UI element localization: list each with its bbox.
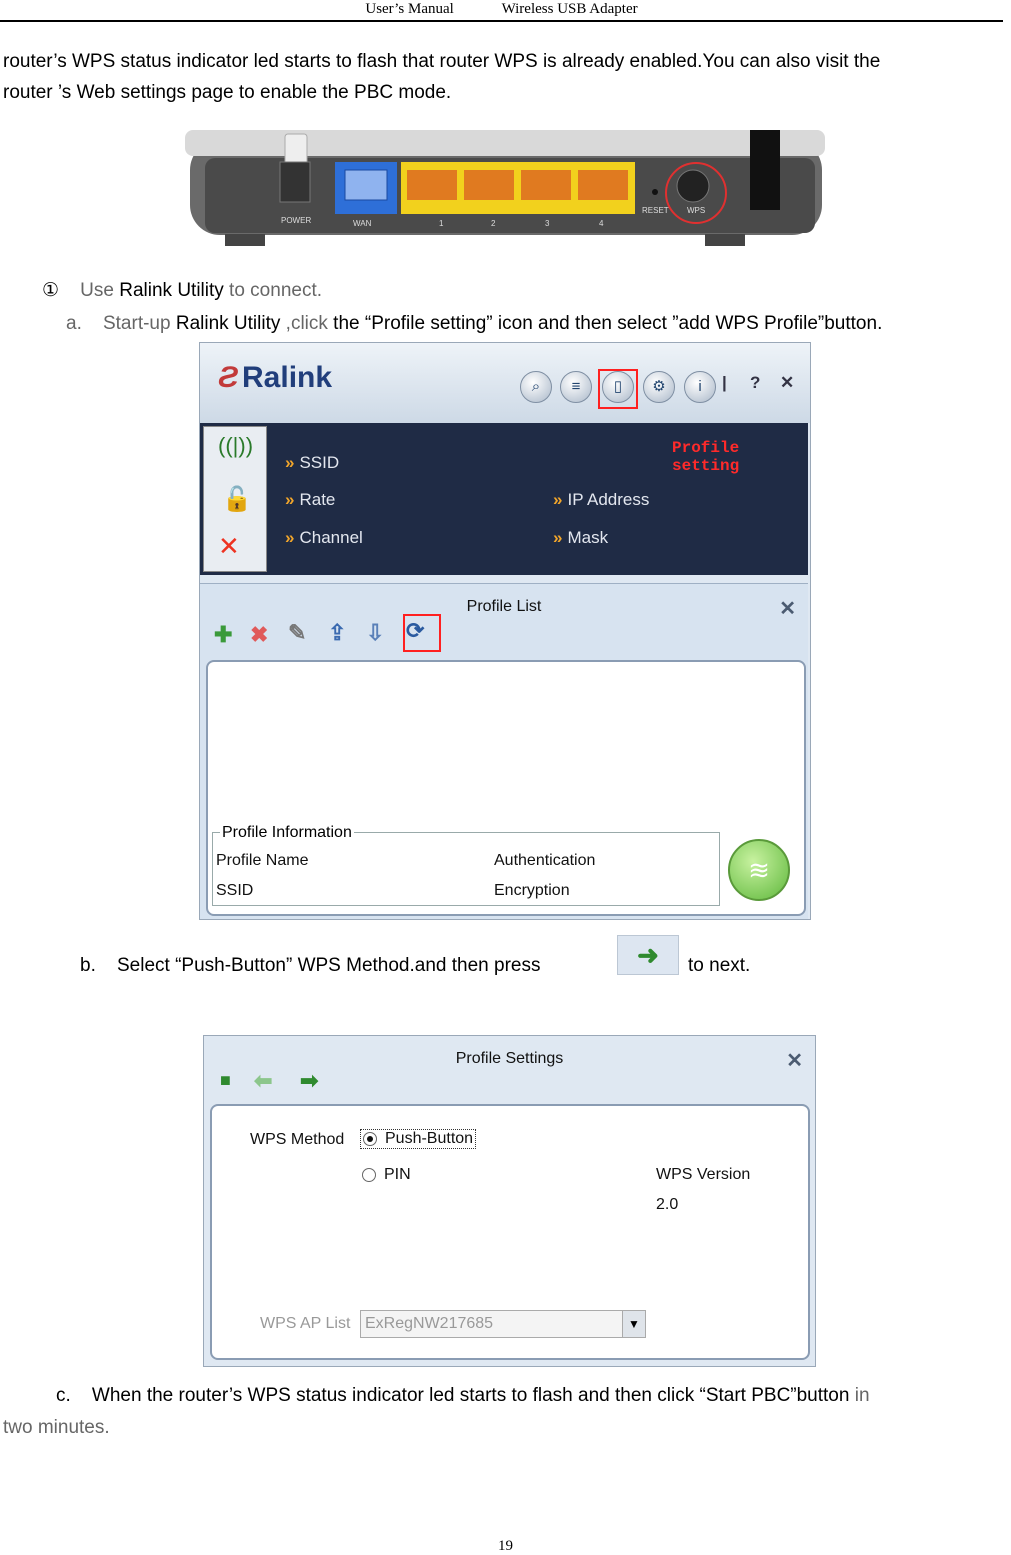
profile-settings-title: Profile Settings	[455, 1050, 564, 1067]
step-a-startup: Start-up	[102, 313, 176, 334]
profile-ssid-label: SSID	[216, 882, 254, 899]
profile-list-panel	[200, 583, 808, 920]
ralink-status-panel	[200, 423, 808, 575]
step-b-prefix: b.	[80, 955, 96, 976]
profile-list-close-icon[interactable]: ✕	[779, 598, 796, 620]
header-left: User’s Manual	[365, 1, 454, 17]
annotation-profile-setting: Profile setting	[672, 439, 740, 475]
profile-information-legend: Profile Information	[222, 824, 352, 841]
wps-version-value: 2.0	[656, 1196, 679, 1213]
gear-icon[interactable]: ⚙	[643, 371, 675, 403]
status-rate: » Rate	[285, 490, 336, 509]
page-number: 19	[498, 1538, 513, 1554]
step-b-text: Select “Push-Button” WPS Method.and then press	[116, 955, 541, 976]
pin-option[interactable]: PIN	[362, 1166, 411, 1184]
profile-setting-highlight	[598, 369, 638, 409]
step-1	[42, 275, 322, 306]
profile-name-label: Profile Name	[216, 852, 309, 869]
next-arrow-icon[interactable]: ➡	[300, 1068, 319, 1093]
wps-ap-list-label: WPS AP List	[260, 1315, 351, 1332]
next-arrow-button[interactable]: ➜	[617, 935, 679, 975]
import-profile-icon[interactable]: ⇪	[328, 620, 347, 645]
router-label-reset: RESET	[642, 206, 669, 215]
step-b-after: to next.	[688, 955, 751, 976]
step-1-rest: to connect.	[223, 280, 323, 301]
push-button-radio[interactable]	[363, 1132, 377, 1146]
profile-setting-icon[interactable]: ▯	[602, 371, 634, 403]
step-c-prefix: c.	[56, 1385, 71, 1406]
step-1-use: Use	[80, 280, 120, 301]
step-1-utility: Ralink Utility	[119, 280, 224, 301]
router-label-power: POWER	[281, 216, 312, 225]
pin-radio[interactable]	[362, 1168, 376, 1182]
back-arrow-icon[interactable]: ⬅	[254, 1068, 273, 1093]
router-label-lan4: 4	[599, 219, 604, 228]
lock-icon: 🔓	[222, 486, 252, 513]
profile-list-title: Profile List	[466, 598, 542, 615]
ralink-utility-window	[199, 342, 811, 920]
add-wps-profile-icon[interactable]: ⟳	[406, 618, 425, 643]
no-signal-icon: ✕	[218, 531, 240, 561]
info-icon[interactable]: i	[684, 371, 716, 403]
header-right: Wireless USB Adapter	[501, 1, 638, 17]
wps-ap-list-value: ExRegNW217685	[365, 1315, 494, 1332]
add-profile-icon[interactable]: ✚	[214, 622, 233, 647]
profile-settings-close-icon[interactable]: ✕	[786, 1050, 803, 1072]
chevron-down-icon[interactable]: ▼	[622, 1311, 645, 1337]
wps-ap-list-select[interactable]	[360, 1310, 646, 1338]
signal-antenna-icon: ((|))	[218, 433, 254, 458]
router-label-lan2: 2	[491, 219, 496, 228]
encryption-label: Encryption	[494, 882, 570, 899]
router-label-lan1: 1	[439, 219, 444, 228]
push-button-option[interactable]: Push-Button	[360, 1129, 476, 1149]
status-channel: » Channel	[285, 528, 363, 547]
status-ip-address: » IP Address	[553, 490, 650, 509]
intro-line-2: router ’s Web settings page to enable the PBC mode.	[3, 82, 452, 103]
step-a	[66, 308, 1011, 339]
help-icon[interactable]: ?	[750, 373, 761, 392]
intro-paragraph	[3, 46, 1008, 108]
step-c-tail: in	[849, 1385, 870, 1406]
step-a-utility: Ralink Utility	[175, 313, 281, 334]
step-c-line-2: two minutes.	[3, 1417, 110, 1438]
step-a-click: ,click	[280, 313, 334, 334]
router-label-lan3: 3	[545, 219, 550, 228]
stop-icon[interactable]: ■	[220, 1070, 231, 1090]
router-back-panel-image	[185, 130, 825, 248]
search-icon[interactable]: ⌕	[520, 371, 552, 403]
status-mask: » Mask	[553, 528, 609, 547]
separator: |	[722, 373, 727, 392]
step-b	[80, 950, 540, 981]
list-icon[interactable]: ≡	[560, 371, 592, 403]
edit-profile-icon[interactable]: ✎	[288, 620, 307, 645]
router-label-wan: WAN	[353, 219, 372, 228]
ralink-toolbar	[200, 343, 810, 423]
status-ssid: » SSID	[285, 453, 340, 472]
intro-line-1: router’s WPS status indicator led starts to flash that router WPS is already enabled.You can also visit the	[3, 51, 881, 72]
step-a-rest: the “Profile setting” icon and then select ”add WPS Profile”button.	[333, 313, 883, 334]
profile-settings-window	[203, 1035, 816, 1367]
authentication-label: Authentication	[494, 852, 596, 869]
wps-version-label: WPS Version	[656, 1166, 751, 1183]
add-wps-profile-highlight	[403, 614, 441, 652]
delete-profile-icon[interactable]: ✖	[250, 622, 269, 647]
wifi-connect-icon[interactable]: ≋	[728, 839, 790, 901]
wps-method-label: WPS Method	[250, 1131, 345, 1148]
close-icon[interactable]: ✕	[780, 373, 795, 392]
router-label-wps: WPS	[687, 206, 706, 215]
ralink-logo: Ƨ Ralink	[218, 361, 333, 394]
export-profile-icon[interactable]: ⇩	[366, 620, 385, 645]
step-c-text: When the router’s WPS status indicator led starts to flash and then click “Start PBC”button	[91, 1385, 850, 1406]
page-header	[0, 0, 1003, 22]
status-side-icons	[203, 426, 267, 572]
step-a-prefix: a.	[66, 313, 82, 334]
step-c	[56, 1380, 1006, 1411]
step-1-number: ①	[42, 280, 60, 301]
